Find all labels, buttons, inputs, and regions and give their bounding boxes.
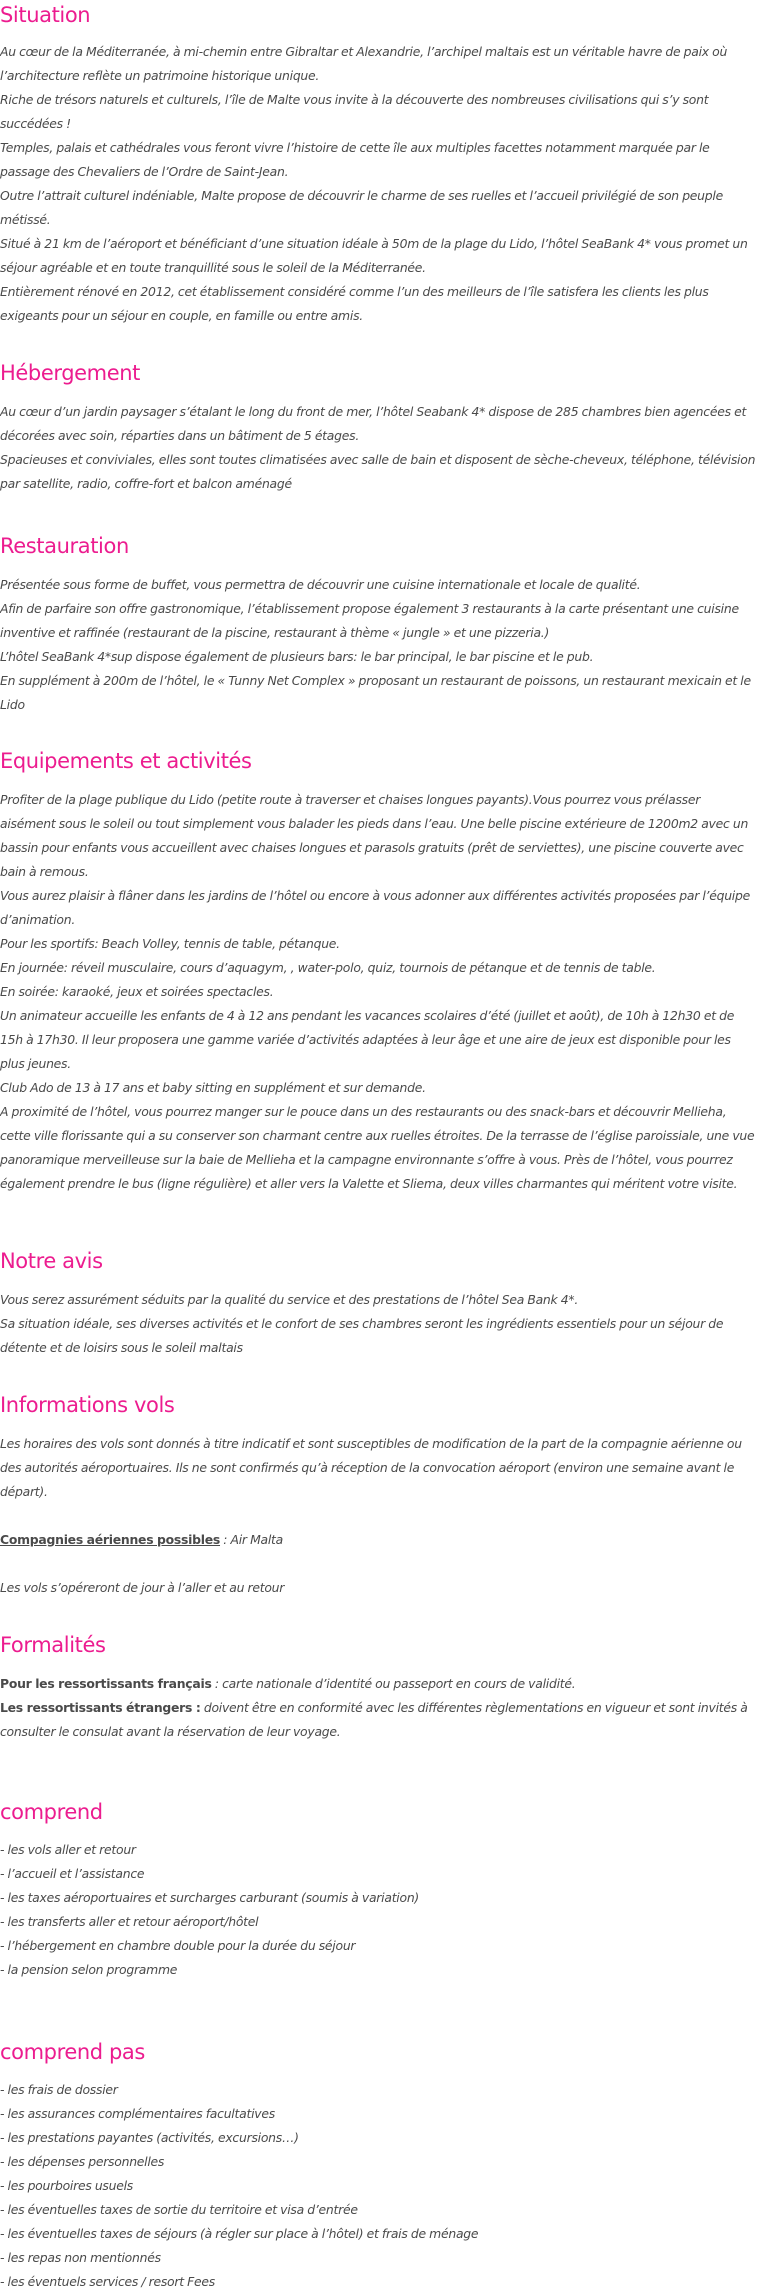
comprend-pas-heading: comprend pas: [0, 2040, 145, 2064]
comprend-item: - les vols aller et retour: [0, 1842, 136, 1857]
situation-paragraph-2: Riche de trésors naturels et culturels, l’île de Malte vous invite à la découverte des nombreuses civilisations qui s’y sont succédées !: [0, 92, 709, 131]
equipements-paragraph-5: En soirée: karaoké, jeux et soirées spectacles.: [0, 984, 274, 999]
equipements-paragraph-8: A proximité de l’hôtel, vous pourrez manger sur le pouce dans un des restaurants ou des snack-bars et découvrir Mellieha, cette ville florissante qui a su conserver son charmant centre aux ruelles étroites. De la terrasse de l’église paroissiale, une vue panoramique merveilleuse sur la baie de Mellieha et la campagne environnante s’offre à vous. Près de l’hôtel, vous pourrez également prendre le bus (ligne régulière) et aller vers la Valette et Sliema, deux villes charmantes qui méritent votre visite.: [0, 1104, 755, 1191]
equipements-paragraph-7: Club Ado de 13 à 17 ans et baby sitting en supplément et sur demande.: [0, 1080, 426, 1095]
vols-intro: Les horaires des vols sont donnés à titre indicatif et sont susceptibles de modification de la part de la compagnie aérienne ou des autorités aéroportuaires. Ils ne sont confirmés qu’à réception de la convocation aéroport (environ une semaine avant le départ).: [0, 1436, 742, 1499]
comprend-item: - l’accueil et l’assistance: [0, 1866, 145, 1881]
comprend-item: - la pension selon programme: [0, 1962, 178, 1977]
restauration-paragraph-2: Afin de parfaire son offre gastronomique, l’établissement propose également 3 restaurants à la carte présentant une cuisine inventive et raffinée (restaurant de la piscine, restaurant à thème « jungle » et une pizzeria.): [0, 601, 739, 640]
formalites-french: [0, 1672, 756, 1696]
hebergement-heading: Hébergement: [0, 361, 140, 385]
restauration-paragraph-3: L’hôtel SeaBank 4*sup dispose également de plusieurs bars: le bar principal, le bar piscine et le pub.: [0, 649, 594, 664]
vols-companies: [0, 1528, 756, 1552]
comprend-pas-item: - les repas non mentionnés: [0, 2250, 161, 2265]
comprend-pas-list: [0, 2078, 756, 2294]
vols-body: [0, 1432, 756, 1600]
restauration-paragraph-1: Présentée sous forme de buffet, vous permettra de découvrir une cuisine internationale et locale de qualité.: [0, 577, 641, 592]
formalites-french-label: Pour les ressortissants français: [0, 1676, 212, 1691]
comprend-pas-item: - les éventuelles taxes de séjours (à régler sur place à l’hôtel) et frais de ménage: [0, 2226, 479, 2241]
avis-body: [0, 1288, 756, 1360]
restauration-paragraph-4: En supplément à 200m de l’hôtel, le « Tunny Net Complex » proposant un restaurant de poissons, un restaurant mexicain et le Lido: [0, 673, 751, 712]
hebergement-paragraph-1: Au cœur d’un jardin paysager s’étalant le long du front de mer, l’hôtel Seabank 4* dispose de 285 chambres bien agencées et décorées avec soin, réparties dans un bâtiment de 5 étages.: [0, 404, 747, 443]
formalites-body: [0, 1672, 756, 1744]
comprend-heading: comprend: [0, 1800, 103, 1824]
situation-paragraph-1: Au cœur de la Méditerranée, à mi-chemin entre Gibraltar et Alexandrie, l’archipel maltais est un véritable havre de paix où l’architecture reflète un patrimoine historique unique.: [0, 44, 728, 83]
formalites-foreign-label: Les ressortissants étrangers :: [0, 1700, 201, 1715]
formalites-heading: Formalités: [0, 1633, 106, 1657]
hebergement-paragraph-2: Spacieuses et conviviales, elles sont toutes climatisées avec salle de bain et disposent de sèche-cheveux, téléphone, télévision par satellite, radio, coffre-fort et balcon aménagé: [0, 452, 756, 491]
situation-paragraph-5: Situé à 21 km de l’aéroport et bénéficiant d’une situation idéale à 50m de la plage du Lido, l’hôtel SeaBank 4* vous promet un séjour agréable et en toute tranquillité sous le soleil de la Méditerranée.: [0, 236, 748, 275]
vols-companies-label: Compagnies aériennes possibles: [0, 1532, 221, 1547]
situation-heading: Situation: [0, 3, 91, 27]
equipements-paragraph-1: Profiter de la plage publique du Lido (petite route à traverser et chaises longues payants).Vous pourrez vous prélasser aisément sous le soleil ou tout simplement vous balader les pieds dans l’eau. Une belle piscine extérieure de 1200m2 avec un bassin pour enfants vous accueillent avec chaises longues et parasols gratuits (prêt de serviettes), une piscine couverte avec bain à remous.: [0, 792, 749, 879]
situation-paragraph-6: Entièrement rénové en 2012, cet établissement considéré comme l’un des meilleurs de l’île satisfera les clients les plus exigeants pour un séjour en couple, en famille ou entre amis.: [0, 284, 709, 323]
hebergement-body: [0, 400, 756, 496]
formalites-foreign: [0, 1696, 756, 1744]
equipements-body: [0, 788, 756, 1196]
avis-heading: Notre avis: [0, 1249, 103, 1273]
comprend-pas-item: - les frais de dossier: [0, 2082, 118, 2097]
vols-companies-value: : Air Malta: [220, 1532, 283, 1547]
vols-heading: Informations vols: [0, 1393, 175, 1417]
comprend-pas-item: - les éventuels services / resort Fees: [0, 2274, 215, 2289]
equipements-paragraph-4: En journée: réveil musculaire, cours d’aquagym, , water-polo, quiz, tournois de pétanque et de tennis de table.: [0, 960, 656, 975]
comprend-item: - les taxes aéroportuaires et surcharges carburant (soumis à variation): [0, 1890, 420, 1905]
comprend-pas-item: - les assurances complémentaires facultatives: [0, 2106, 275, 2121]
avis-paragraph-2: Sa situation idéale, ses diverses activités et le confort de ses chambres seront les ingrédients essentiels pour un séjour de détente et de loisirs sous le soleil maltais: [0, 1316, 724, 1355]
restauration-body: [0, 573, 756, 717]
equipements-paragraph-3: Pour les sportifs: Beach Volley, tennis de table, pétanque.: [0, 936, 340, 951]
situation-paragraph-4: Outre l’attrait culturel indéniable, Malte propose de découvrir le charme de ses ruelles et l’accueil privilégié de son peuple métissé.: [0, 188, 723, 227]
vols-schedule-note: Les vols s’opéreront de jour à l’aller et au retour: [0, 1580, 285, 1595]
comprend-list: [0, 1838, 756, 1982]
equipements-paragraph-2: Vous aurez plaisir à flâner dans les jardins de l’hôtel ou encore à vous adonner aux différentes activités proposées par l’équipe d’animation.: [0, 888, 750, 927]
comprend-pas-item: - les prestations payantes (activités, excursions…): [0, 2130, 299, 2145]
comprend-pas-item: - les dépenses personnelles: [0, 2154, 165, 2169]
equipements-heading: Equipements et activités: [0, 749, 252, 773]
comprend-item: - l’hébergement en chambre double pour la durée du séjour: [0, 1938, 356, 1953]
avis-paragraph-1: Vous serez assurément séduits par la qualité du service et des prestations de l’hôtel Sea Bank 4*.: [0, 1292, 579, 1307]
situation-body: [0, 40, 756, 328]
comprend-pas-item: - les éventuelles taxes de sortie du territoire et visa d’entrée: [0, 2202, 358, 2217]
formalites-french-value: : carte nationale d’identité ou passeport en cours de validité.: [211, 1676, 576, 1691]
situation-paragraph-3: Temples, palais et cathédrales vous feront vivre l’histoire de cette île aux multiples facettes notamment marquée par le passage des Chevaliers de l’Ordre de Saint-Jean.: [0, 140, 710, 179]
equipements-paragraph-6: Un animateur accueille les enfants de 4 à 12 ans pendant les vacances scolaires d’été (juillet et août), de 10h à 12h30 et de 15h à 17h30. Il leur proposera une gamme variée d’activités adaptées à leur âge et une aire de jeux est disponible pour les plus jeunes.: [0, 1008, 735, 1071]
comprend-pas-item: - les pourboires usuels: [0, 2178, 133, 2193]
formalites-foreign-value: doivent être en conformité avec les différentes règlementations en vigueur et sont invités à consulter le consulat avant la réservation de leur voyage.: [0, 1700, 748, 1739]
comprend-item: - les transferts aller et retour aéroport/hôtel: [0, 1914, 259, 1929]
restauration-heading: Restauration: [0, 534, 129, 558]
